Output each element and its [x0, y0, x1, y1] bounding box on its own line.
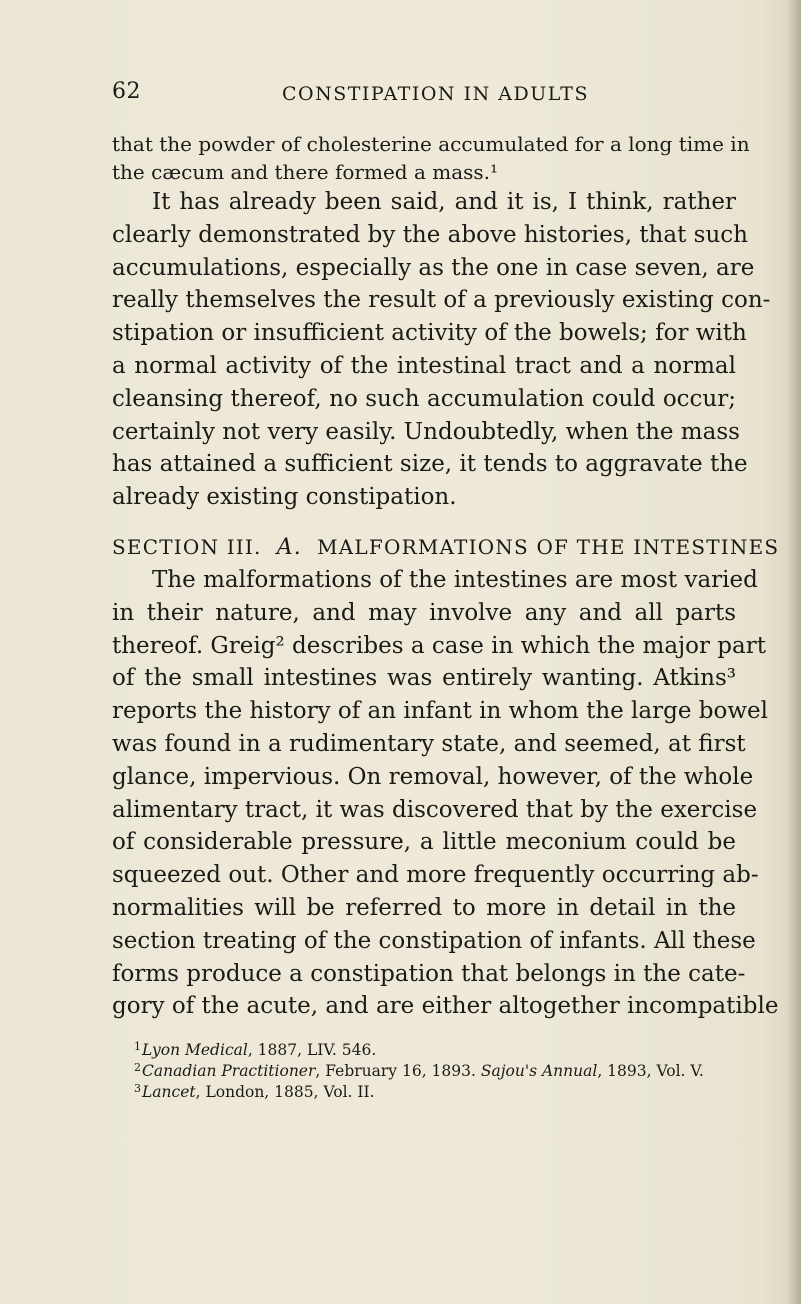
section-heading-prefix: SECTION III. — [112, 534, 262, 559]
section-heading — [112, 530, 780, 564]
text-line: the cæcum and there formed a mass.¹ — [112, 160, 499, 184]
footnote-mark: 3 — [134, 1082, 141, 1095]
footnote-source: Canadian Practitioner — [142, 1062, 316, 1080]
text-line: squeezed out. Other and more frequently occurring ab- — [112, 862, 759, 889]
text-line: that the powder of cholesterine accumulated for a long time in — [112, 132, 750, 156]
text-line: gory of the acute, and are either altogether incompatible — [112, 993, 779, 1020]
footnotes — [112, 1040, 772, 1103]
text-line: alimentary tract, it was discovered that by the exercise — [112, 796, 758, 823]
text-line: reports the history of an infant in whom the large bowel — [112, 698, 768, 725]
text-line: clearly demonstrated by the above histories, that such — [112, 221, 748, 248]
text-line: has attained a sufficient size, it tends to aggravate the — [112, 451, 748, 478]
text-line: It has already been said, and it is, I think, rather — [152, 189, 736, 215]
section-heading-letter: A. — [276, 534, 302, 560]
footnote-detail-2: , 1893, Vol. V. — [597, 1062, 704, 1080]
footnote-detail: , February 16, 1893. — [315, 1062, 481, 1080]
text-line: was found in a rudimentary state, and seemed, at first — [112, 730, 746, 757]
text-line: normalities will be referred to more in detail in the — [112, 894, 736, 921]
body-text — [112, 130, 780, 1023]
footnote-source: Lancet — [142, 1083, 196, 1101]
text-line: section treating of the constipation of infants. All these — [112, 927, 756, 954]
text-line: of the small intestines was entirely wanting. Atkins³ — [112, 665, 736, 692]
text-line: stipation or insufficient activity of the bowels; for with — [112, 320, 747, 347]
text-line: of considerable pressure, a little meconium could be — [112, 829, 736, 856]
text-line: cleansing thereof, no such accumulation could occur; — [112, 385, 736, 412]
text-line: thereof. Greig² describes a case in which the major part — [112, 632, 766, 659]
footnote-1 — [112, 1040, 772, 1061]
text-line: certainly not very easily. Undoubtedly, when the mass — [112, 418, 740, 445]
text-line: accumulations, especially as the one in case seven, are — [112, 254, 755, 281]
text-line: forms produce a constipation that belongs in the cate- — [112, 960, 746, 987]
running-title: CONSTIPATION IN ADULTS — [282, 83, 589, 105]
text-line: a normal activity of the intestinal tract and a normal — [112, 352, 736, 379]
footnote-source-2: Sajou's Annual — [480, 1062, 598, 1080]
text-line: in their nature, and may involve any and all parts — [112, 599, 736, 626]
footnote-2 — [112, 1061, 772, 1082]
footnote-3 — [112, 1082, 772, 1103]
text-line: glance, impervious. On removal, however, of the whole — [112, 763, 754, 790]
footnote-detail: , 1887, LIV. 546. — [247, 1041, 377, 1059]
page-number: 62 — [112, 79, 141, 104]
footnote-detail: , London, 1885, Vol. II. — [195, 1083, 375, 1101]
text-line: The malformations of the intestines are most varied — [152, 566, 758, 593]
text-line: really themselves the result of a previously existing con- — [112, 287, 771, 314]
section-heading-title: MALFORMATIONS OF THE INTESTINES — [317, 534, 780, 559]
page-edge-shadow — [787, 0, 801, 1304]
footnote-mark: 2 — [134, 1061, 141, 1074]
footnote-mark: 1 — [134, 1040, 141, 1053]
text-line: already existing constipation. — [112, 484, 457, 511]
footnote-source: Lyon Medical — [142, 1041, 248, 1059]
